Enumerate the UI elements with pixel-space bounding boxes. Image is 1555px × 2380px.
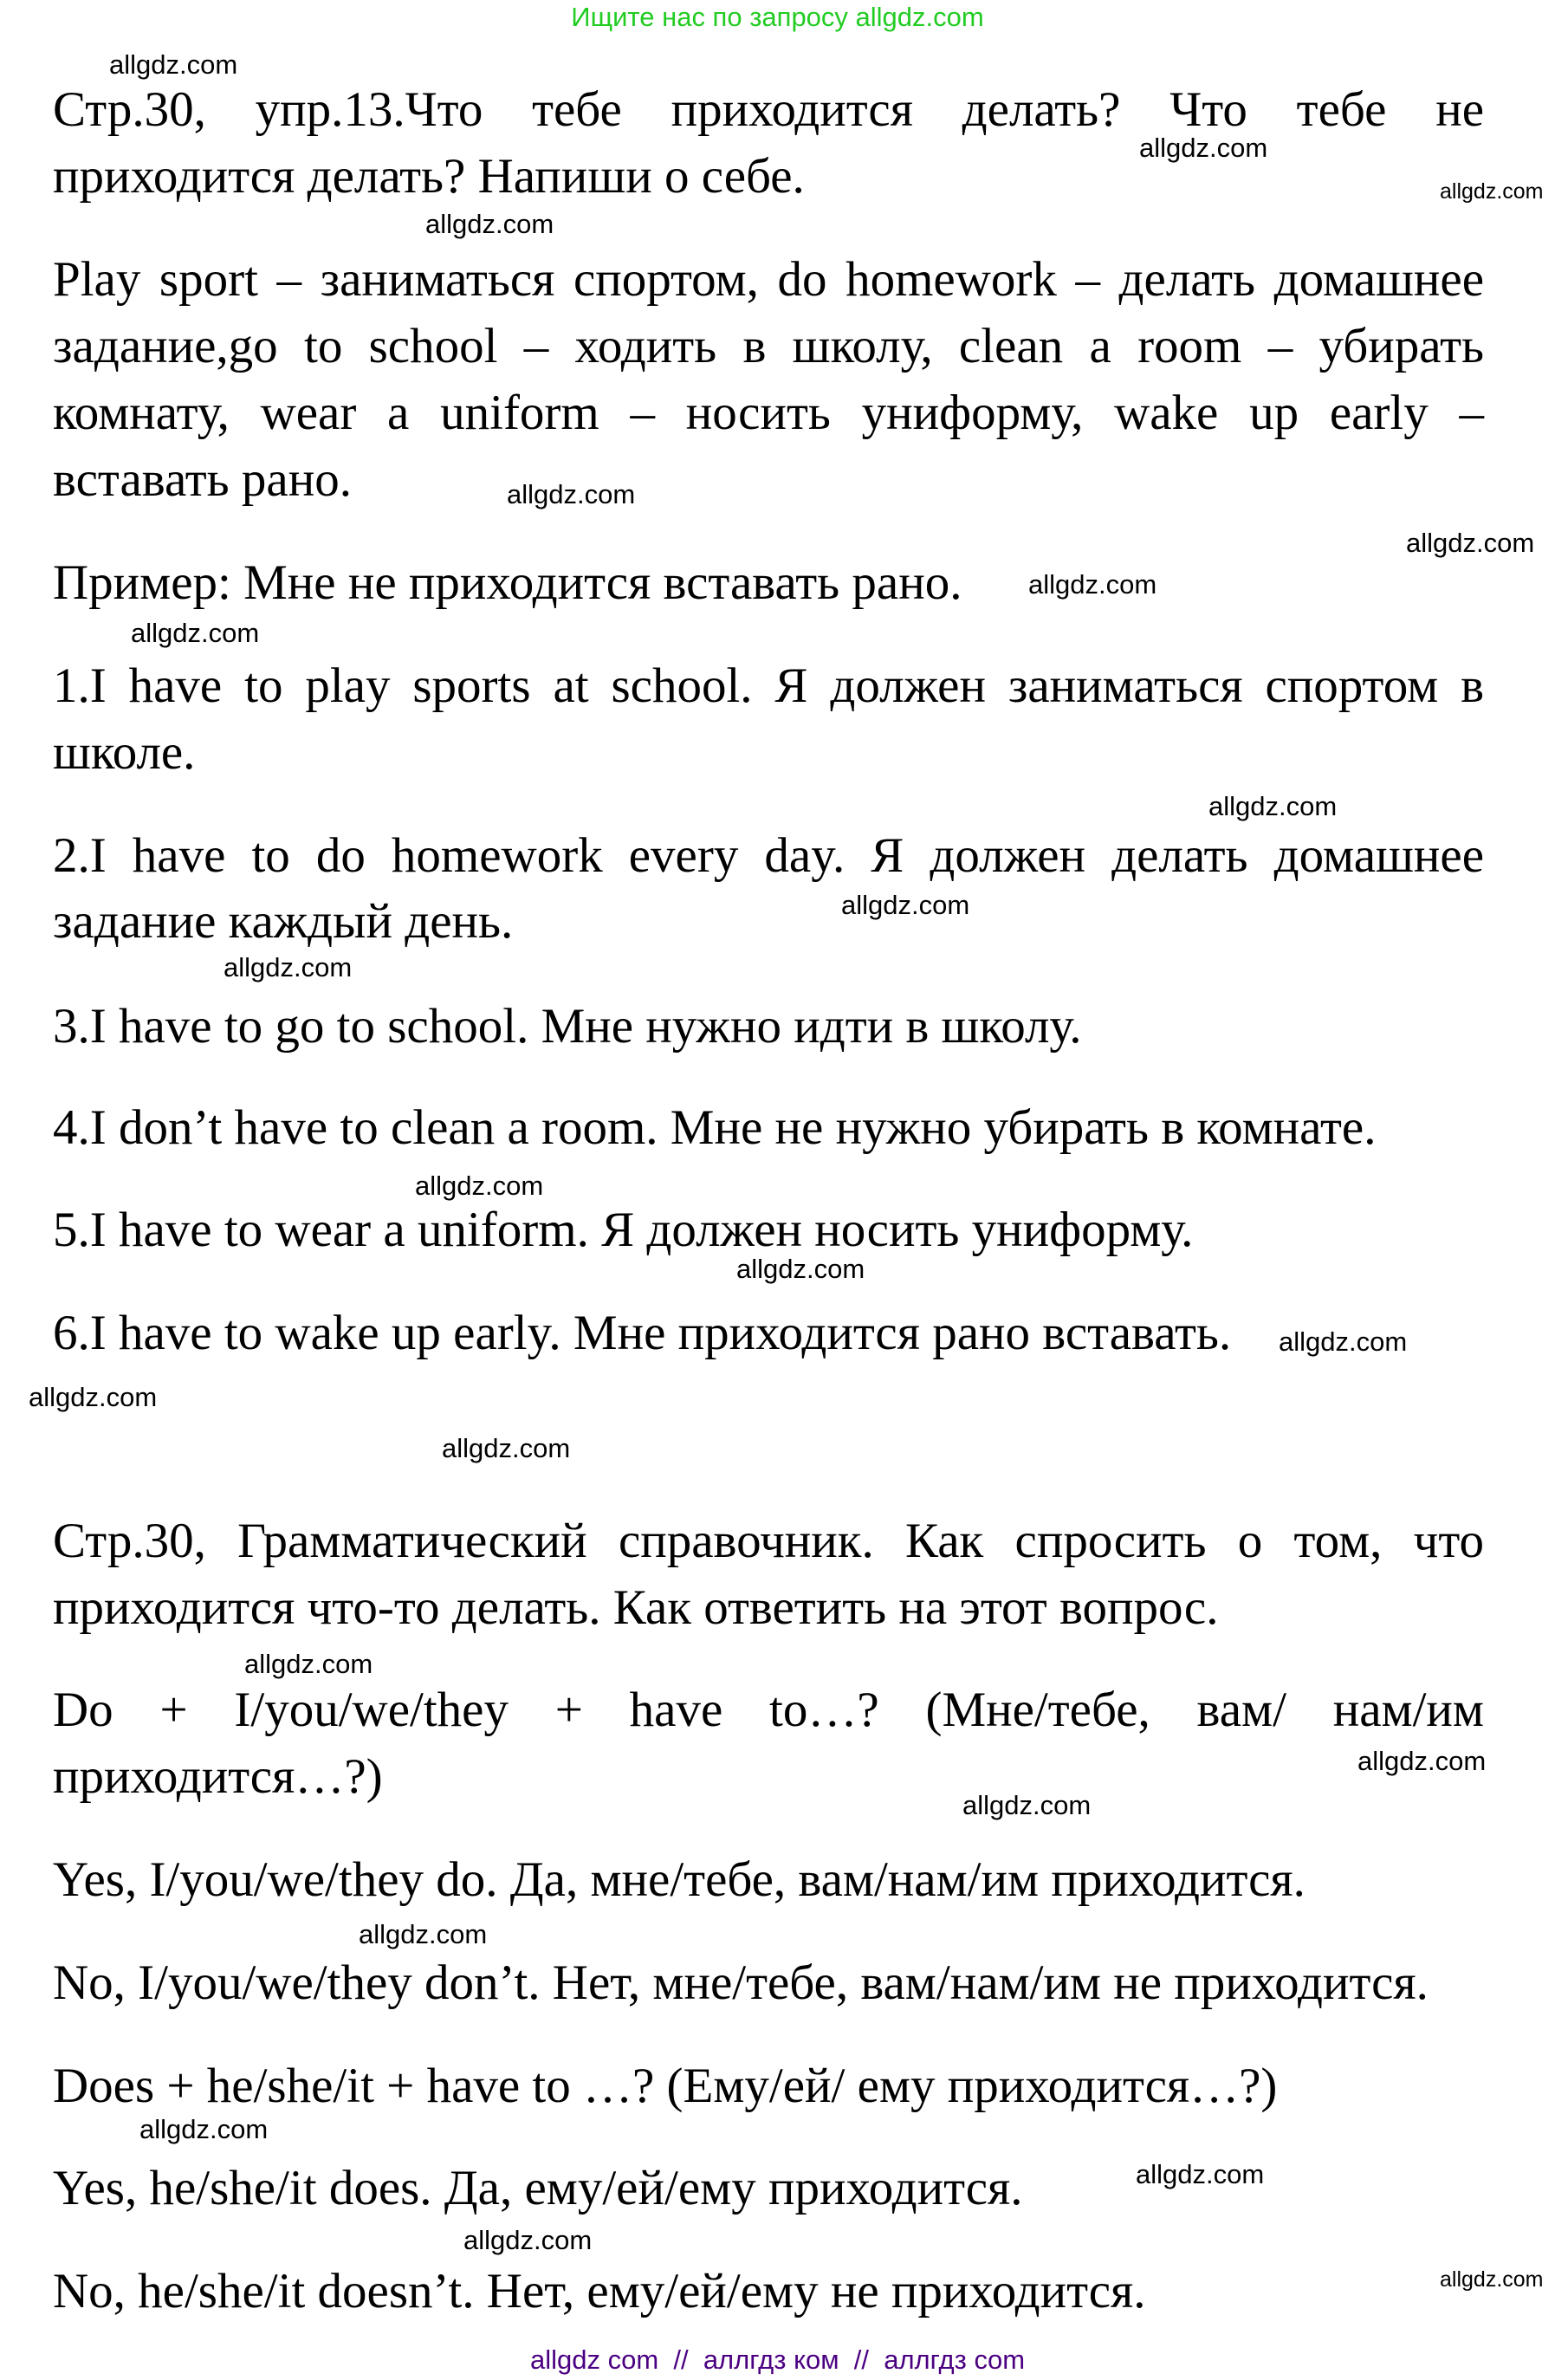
vocabulary-line: вставать рано. [53,452,352,507]
answer-line: 1.I have to play sports at school. Я должен заниматься спортом в [53,658,1484,713]
vocabulary-line: Play sport – заниматься спортом, do homework – делать домашнее [53,252,1484,307]
watermark: allgdz.com [1406,528,1535,558]
answer-line: школе. [53,725,196,780]
grammar-line: Does + he/she/it + have to …? (Ему/ей/ ему приходится…?) [53,2059,1278,2113]
example-line: Пример: Мне не приходится вставать рано. [53,555,962,610]
grammar-line: No, I/you/we/they don’t. Нет, мне/тебе, вам/нам/им не приходится. [53,1955,1429,2010]
watermark: allgdz.com [244,1649,373,1679]
watermark: allgdz.com [425,209,554,239]
watermark: allgdz.com [507,479,636,509]
watermark: allgdz.com [1279,1326,1408,1357]
watermark: allgdz.com [415,1171,544,1201]
answer-line: 3.I have to go to school. Мне нужно идти в школу. [53,999,1082,1054]
vocabulary-line: комнату, wear a uniform – носить униформу, wake up early – [53,386,1484,440]
watermark: allgdz.com [1136,2159,1265,2189]
answer-line: 5.I have to wear a uniform. Я должен носить униформу. [53,1203,1194,1257]
watermark: allgdz.com [1208,791,1338,821]
footer-links[interactable]: allgdz com // аллгдз ком // аллгдз com [529,2344,1026,2375]
answer-line: 2.I have to do homework every day. Я должен делать домашнее [53,828,1484,883]
grammar-line: Do + I/you/we/they + have to…? (Мне/тебе, вам/ нам/им [53,1683,1484,1737]
watermark: allgdz.com [1357,1746,1487,1776]
grammar-title-line: приходится что-то делать. Как ответить на этот вопрос. [53,1580,1219,1635]
watermark: allgdz.com [736,1254,865,1284]
vocabulary-line: задание,go to school – ходить в школу, clean a room – убирать [53,319,1484,373]
watermark: allgdz.com [109,49,238,80]
watermark: allgdz.com [29,1382,158,1412]
answer-line: 4.I don’t have to clean a room. Мне не нужно убирать в комнате. [53,1100,1377,1155]
answer-line: 6.I have to wake up early. Мне приходится рано вставать. [53,1306,1232,1360]
grammar-line: Yes, I/you/we/they do. Да, мне/тебе, вам/нам/им приходится. [53,1852,1306,1907]
watermark: allgdz.com [442,1433,571,1463]
watermark: allgdz.com [359,1919,488,1949]
grammar-line: No, he/she/it doesn’t. Нет, ему/ей/ему не приходится. [53,2264,1146,2318]
watermark: allgdz.com [224,952,353,982]
exercise-title-line: Стр.30, упр.13.Что тебе приходится делать? Что тебе не [53,82,1484,137]
watermark: allgdz.com [131,618,260,648]
watermark: allgdz.com [962,1790,1092,1820]
watermark: allgdz.com [463,2225,593,2255]
watermark: allgdz.com [1440,2267,1544,2292]
watermark: allgdz.com [1028,569,1157,600]
promo-banner: Ищите нас по запросу allgdz.com [571,2,984,32]
watermark: allgdz.com [1440,179,1544,204]
grammar-line: Yes, he/she/it does. Да, ему/ей/ему приходится. [53,2161,1023,2215]
watermark: allgdz.com [139,2114,269,2144]
grammar-line: приходится…?) [53,1749,383,1804]
watermark: allgdz.com [1139,133,1268,163]
exercise-title-line: приходится делать? Напиши о себе. [53,149,805,204]
answer-line: задание каждый день. [53,894,514,949]
watermark: allgdz.com [841,890,970,920]
grammar-title-line: Стр.30, Грамматический справочник. Как спросить о том, что [53,1514,1484,1568]
